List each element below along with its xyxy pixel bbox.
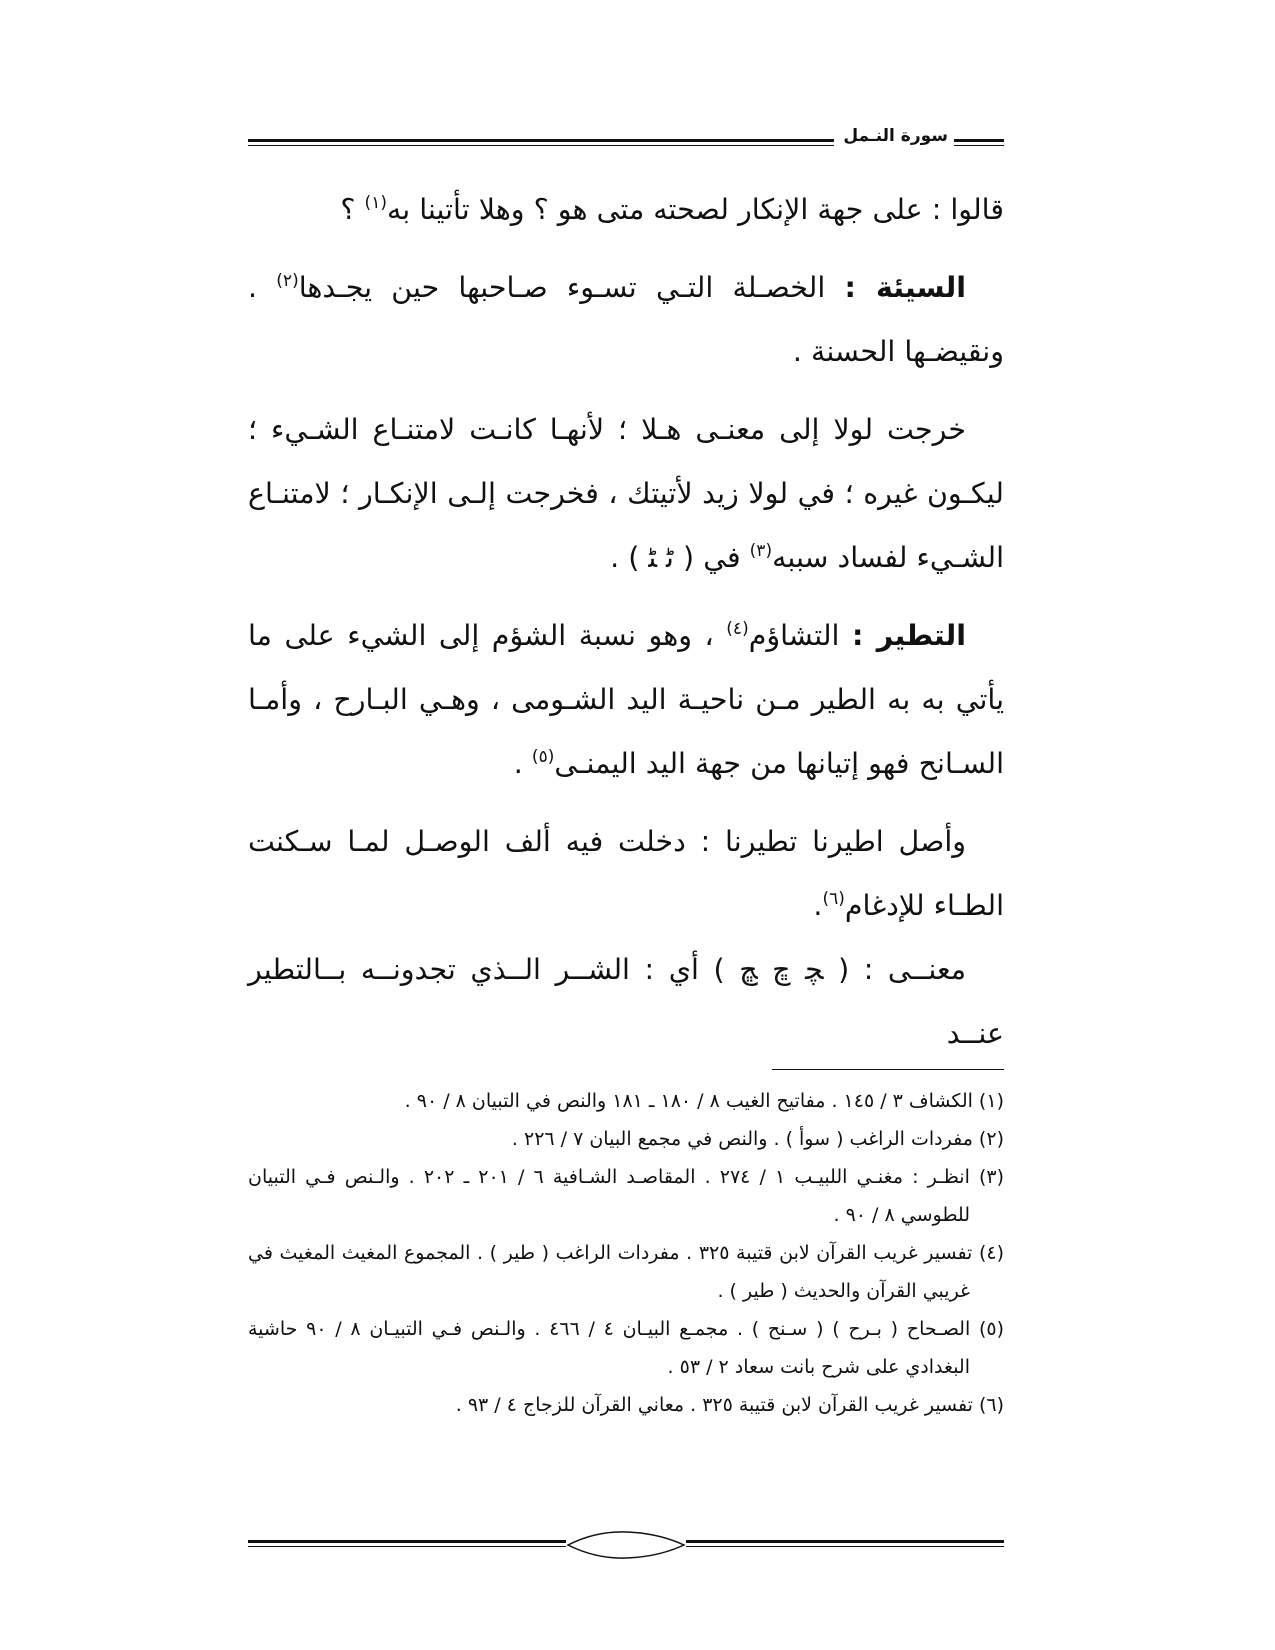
- footnote-3: (٣) انظـر : مغنـي اللبيـب ١ / ٢٧٤ . المقاصـد الشـافية ٦ / ٢٠١ ـ ٢٠٢ . والـنص فـي التبيان للطوسي ٨ / ٩٠ .: [248, 1166, 1005, 1226]
- footnote-ref: (٦): [822, 889, 845, 909]
- paragraph-1: [248, 178, 1004, 242]
- footnote-1: (١) الكشاف ٣ / ١٤٥ . مفاتيح الغيب ٨ / ١٨٠ ـ ١٨١ والنص في التبيان ٨ / ٩٠ .: [404, 1090, 1004, 1112]
- text-span: التشاؤم: [748, 619, 852, 652]
- footnote-separator: [772, 1069, 1004, 1070]
- footer-rule-right: [686, 1540, 1004, 1547]
- text-span: ) أي : الشــر الــذي تجدونــه بــالتطير عنــد: [248, 953, 1004, 1050]
- paragraph-6: [248, 938, 1004, 1066]
- footnote-ref: (١): [364, 193, 387, 213]
- footer-rule-left: [248, 1540, 566, 1547]
- text-span: معنــى : (: [823, 953, 966, 986]
- text-span: في (: [673, 541, 750, 574]
- text-span: الخصـلة التـي تسـوء صـاحبها حين يجـدها: [298, 271, 845, 304]
- text-span: وأصل اطيرنا تطيرنا : دخلت فيه ألف الوصـل لمـا سـكنت الطـاء للإدغام: [248, 825, 1004, 922]
- text-span: .: [813, 889, 823, 922]
- paragraph-2: [248, 256, 1004, 384]
- paragraph-4: [248, 604, 1004, 796]
- text-span: . ونقيضـها الحسنة .: [248, 271, 1004, 368]
- text-span: .: [513, 747, 532, 780]
- main-text: [248, 178, 1004, 1066]
- footnote-ref: (٢): [276, 271, 299, 291]
- page-number-oval: [566, 1530, 686, 1560]
- footnote-2: (٢) مفردات الراغب ( سوأ ) . والنص في مجمع البيان ٧ / ٢٢٦ .: [511, 1128, 1004, 1150]
- term-heading: السيئة :: [844, 271, 966, 304]
- footnote-ref: (٣): [749, 541, 773, 561]
- footnote-ref: (٤): [726, 619, 749, 639]
- page-footer: [248, 1530, 1004, 1560]
- term-heading: التطير :: [851, 619, 966, 652]
- footnote-4: (٤) تفسير غريب القرآن لابن قتيبة ٣٢٥ . مفردات الراغب ( طير ) . المجموع المغيث المغيث في غريبي القرآن والحديث ( طير ) .: [248, 1242, 1005, 1302]
- text-span: ) .: [610, 541, 649, 574]
- paragraph-3: [248, 398, 1004, 590]
- page-header: [248, 126, 1004, 156]
- paragraph-5: [248, 810, 1004, 938]
- footnote-6: (٦) تفسير غريب القرآن لابن قتيبة ٣٢٥ . معاني القرآن للزجاج ٤ / ٩٣ .: [455, 1394, 1004, 1416]
- quran-glyph: ﭨ ﭩ: [648, 541, 674, 574]
- text-span: ؟: [340, 193, 365, 226]
- header-rule: [248, 139, 834, 146]
- footnotes: [248, 1082, 1004, 1424]
- header-tick: [954, 139, 1004, 146]
- text-span: ، وهو نسبة الشؤم إلى الشيء على ما يأتي به به الطير مـن ناحيـة اليد الشـومى ، وهـي البـارح ، وأمـا السـانح فهو إتيانها من جهة اليد اليمنـى: [248, 619, 1004, 780]
- surah-title: سورة النـمل: [843, 126, 948, 146]
- footnote-ref: (٥): [531, 747, 555, 767]
- quran-glyph: ﭽ ﭾ ﭿ: [739, 953, 824, 986]
- text-span: قالوا : على جهة الإنكار لصحته متى هو ؟ وهلا تأتينا به: [386, 193, 1004, 226]
- text-span: خرجت لولا إلى معنـى هـلا ؛ لأنهـا كانـت لامتنـاع الشـيء ؛ ليكـون غيره ؛ في لولا زيد لأتيتك ، فخرجت إلـى الإنكـار ؛ لامتنـاع الشـيء لفساد سببه: [248, 413, 1004, 574]
- footnote-5: (٥) الصـحاح ( بـرح ) ( سـنح ) . مجمـع البيـان ٤ / ٤٦٦ . والـنص فـي التبيـان ٨ / ٩٠ حاشية البغدادي على شرح بانت سعاد ٢ / ٥٣ .: [248, 1318, 1005, 1378]
